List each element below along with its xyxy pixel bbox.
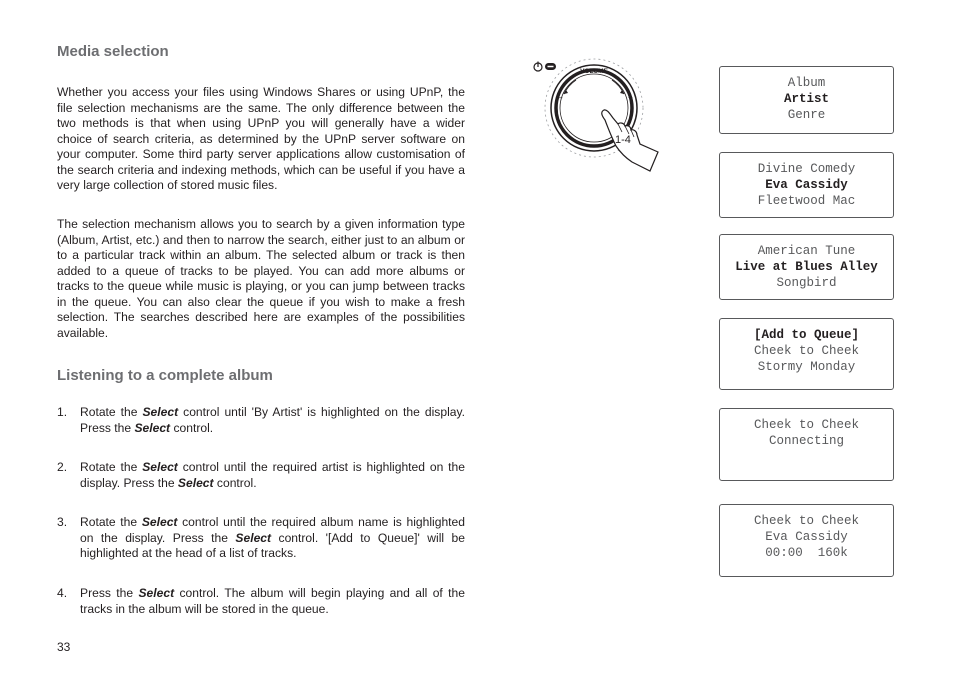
section-heading-complete-album: Listening to a complete album — [57, 367, 273, 384]
display-line: Songbird — [776, 276, 837, 290]
volume-label: VOLUME — [580, 68, 608, 75]
display-line: Cheek to Cheek — [753, 514, 860, 528]
section-heading-media-selection: Media selection — [57, 43, 169, 60]
intro-paragraph: Whether you access your files using Windows Shares or using UPnP, the file selection mechanisms are the same. The only difference between the two methods is that when using UPnP you will generally have a wider choice of search criteria, as determined by the UPnP server software on your computer. Some third party server applications allow customisation of the search criteria and indexing methods, which can be useful if you have a very large collection of stored music files. — [57, 85, 465, 192]
minus-label: – — [558, 93, 563, 102]
step-number: 1. — [57, 405, 68, 419]
display-line: Connecting — [768, 434, 844, 448]
mute-icon — [545, 63, 556, 70]
display-line: Cheek to Cheek — [753, 418, 860, 432]
display-line-highlighted: Artist — [783, 92, 829, 106]
display-line: Divine Comedy — [757, 162, 856, 176]
step-1 — [57, 405, 465, 436]
step-number: 3. — [57, 515, 68, 529]
power-icon — [534, 62, 542, 72]
display-3 — [719, 234, 894, 300]
display-line: Cheek to Cheek — [753, 344, 860, 358]
display-line-highlighted: Live at Blues Alley — [735, 260, 878, 274]
step-text: Rotate the Select control until 'By Artist' is highlighted on the display. Press the Select control. — [80, 405, 465, 435]
select-knob-illustration — [528, 58, 668, 178]
step-number: 2. — [57, 460, 68, 474]
display-line-highlighted: Eva Cassidy — [765, 178, 848, 192]
step-2 — [57, 460, 465, 491]
step-number: 4. — [57, 586, 68, 600]
plus-label: + — [628, 93, 633, 102]
display-line: Eva Cassidy — [765, 530, 848, 544]
step-text: Press the Select control. The album will begin playing and all of the tracks in the album will be stored in the queue. — [80, 586, 465, 616]
display-1 — [719, 66, 894, 134]
display-line: Stormy Monday — [757, 360, 856, 374]
step-3 — [57, 515, 465, 562]
display-5 — [719, 408, 894, 481]
display-line: Fleetwood Mac — [757, 194, 856, 208]
display-6 — [719, 504, 894, 577]
display-2 — [719, 152, 894, 218]
step-4 — [57, 586, 465, 617]
display-line: American Tune — [757, 244, 856, 258]
display-line-highlighted: [Add to Queue] — [753, 328, 860, 342]
step-text: Rotate the Select control until the required artist is highlighted on the display. Press the Select control. — [80, 460, 465, 490]
display-4 — [719, 318, 894, 390]
selection-paragraph: The selection mechanism allows you to search by a given information type (Album, Artist, etc.) and then to narrow the search, either just to an album or to a particular track within an album. The selected album or track is then added to a queue of tracks to be played. You can add more albums or tracks to the queue while music is playing, or you can jump between tracks in the queue. You can also clear the queue if you wish to make a fresh selection. The searches described here are examples of the possibilities available. — [57, 217, 465, 340]
step-text: Rotate the Select control until the required album name is highlighted on the display. Press the Select control. '[Add to Queue]' will be highlighted at the head of a list of tracks. — [80, 515, 465, 560]
page-number: 33 — [57, 640, 71, 654]
display-line: 00:00 160k — [765, 546, 848, 560]
display-line: Album — [787, 76, 826, 90]
step-range-label: 1-4 — [615, 134, 631, 146]
display-line: Genre — [787, 108, 826, 122]
